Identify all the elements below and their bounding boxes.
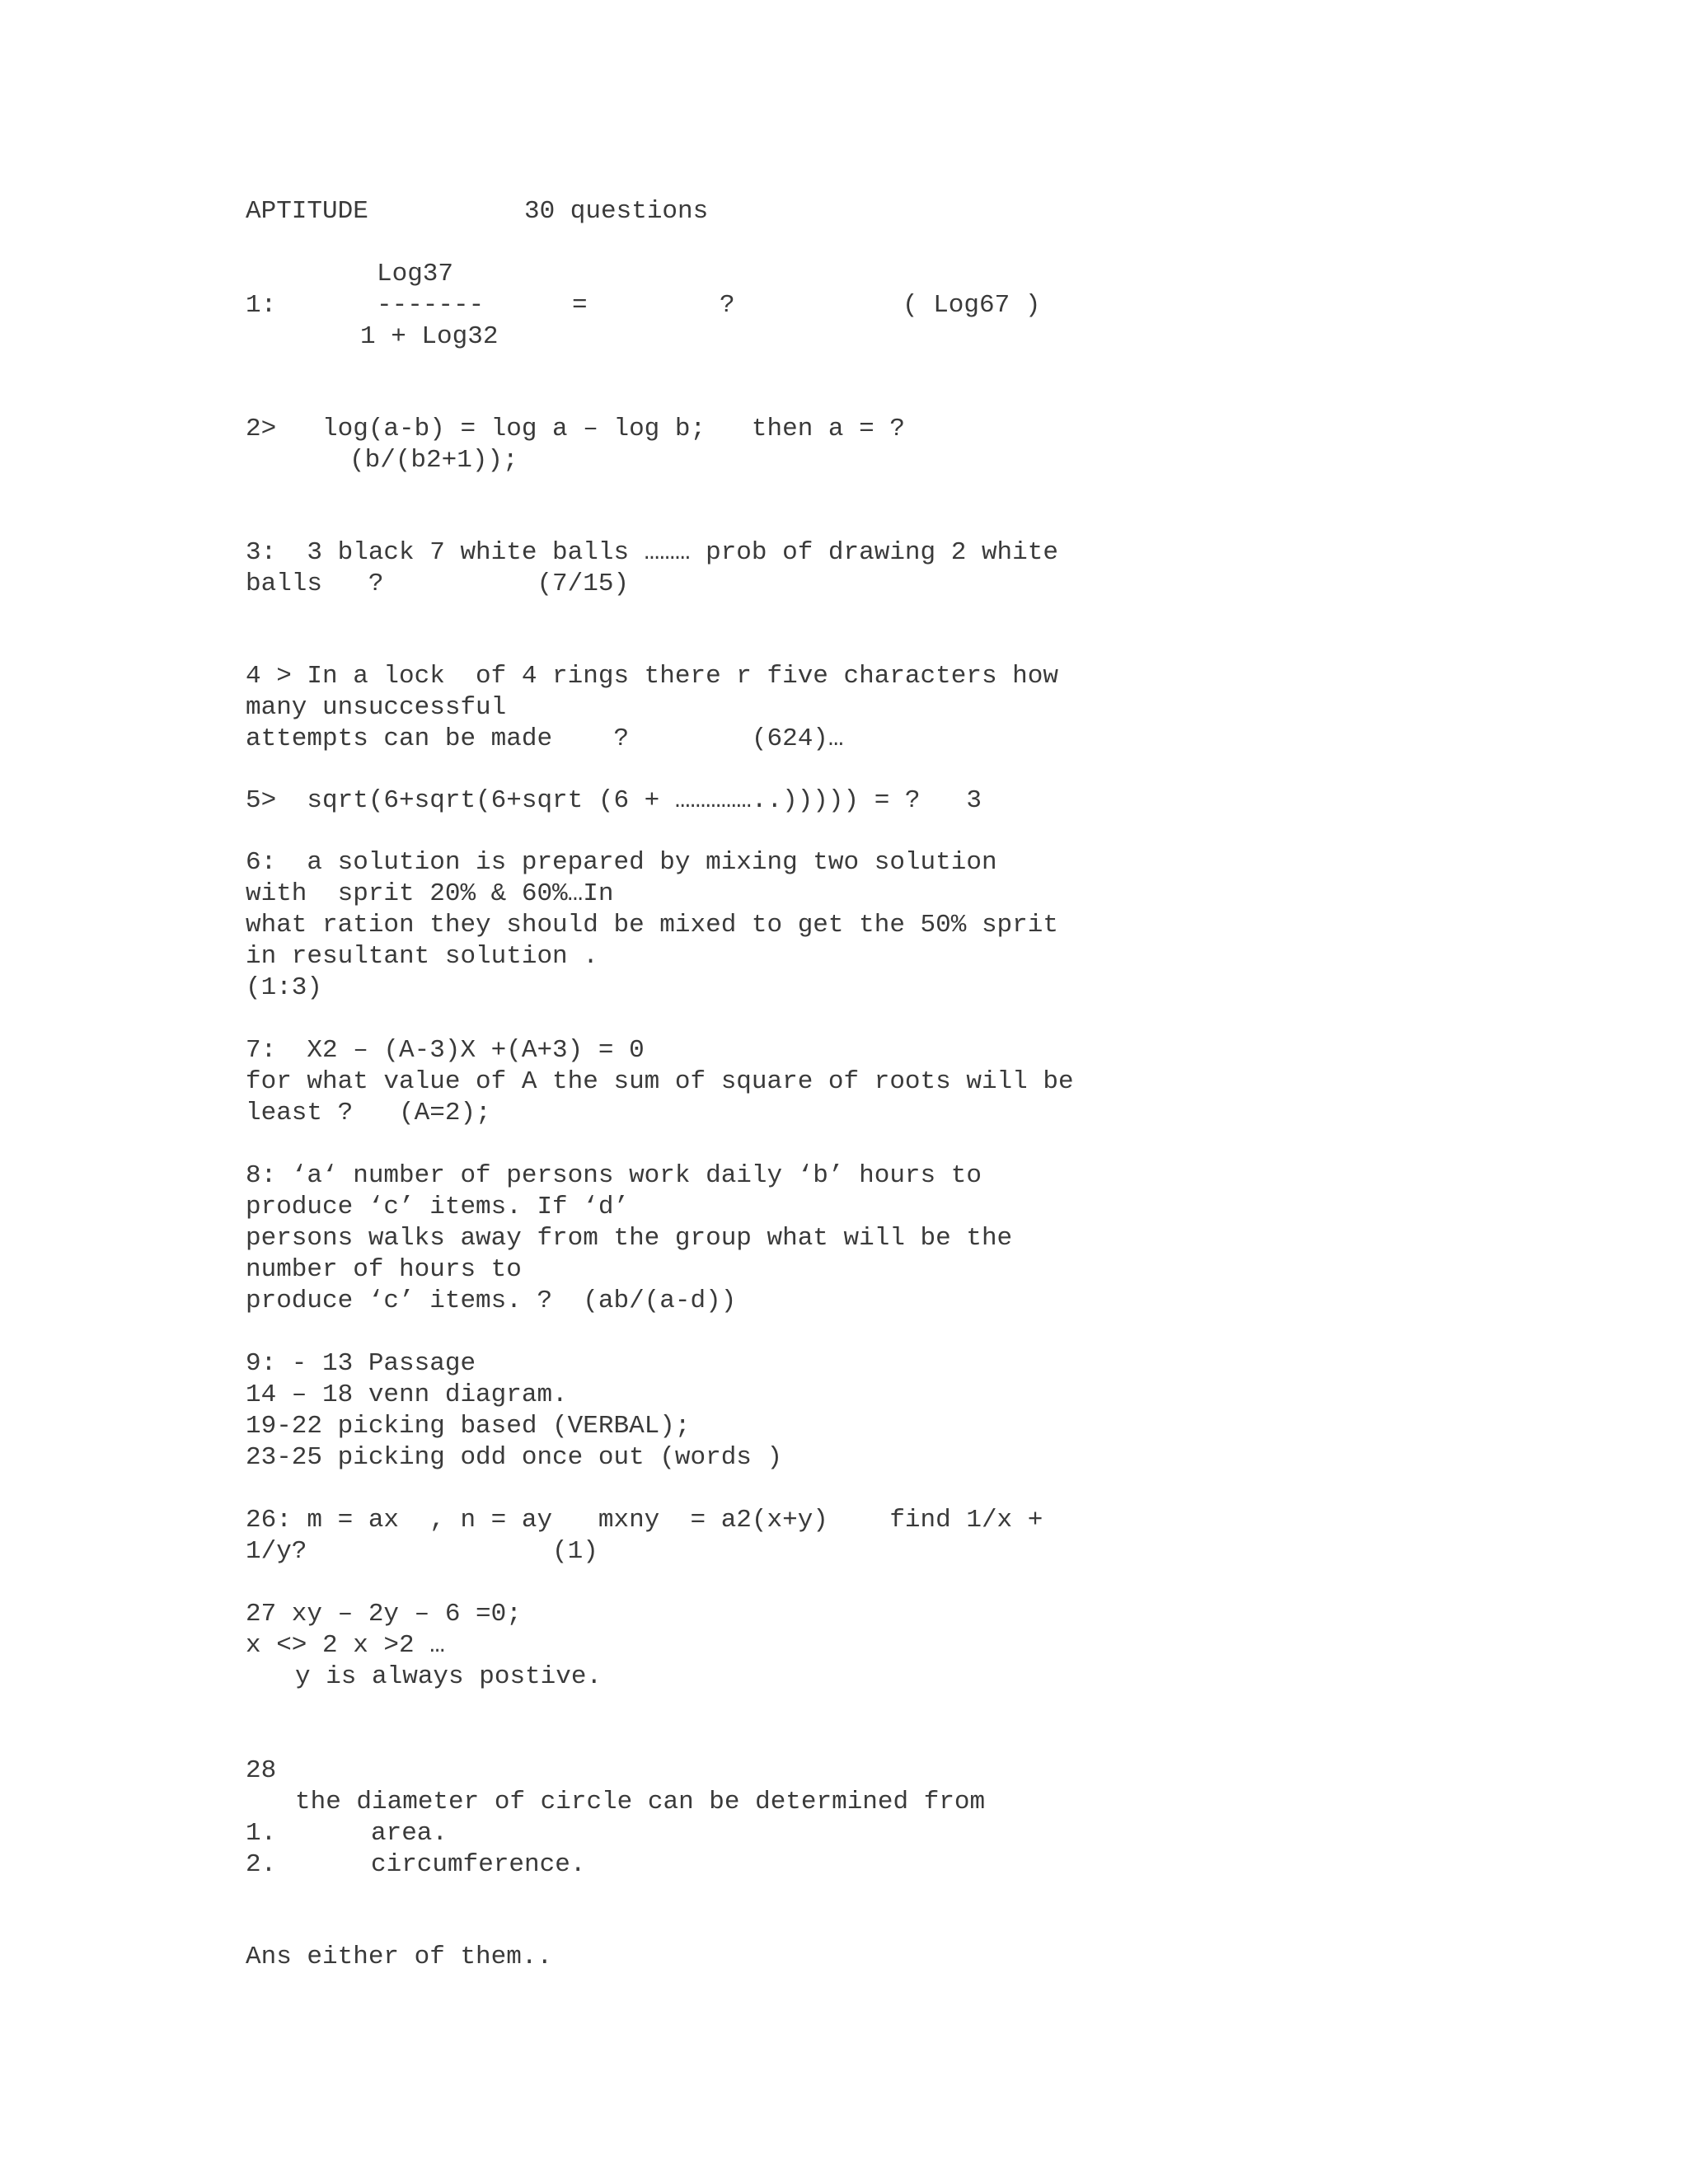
q5-line: 5> sqrt(6+sqrt(6+sqrt (6 + ……………..))))) = ? 3 xyxy=(246,786,982,815)
q26-line: 26: m = ax , n = ay mxny = a2(x+y) find 1/x + xyxy=(246,1506,1043,1535)
q1-denominator: 1 + Log32 xyxy=(360,322,499,351)
q1-fraction-bar: ------- xyxy=(377,291,485,320)
q9-line: 23-25 picking odd once out (words ) xyxy=(246,1443,783,1472)
q1-numerator: Log37 xyxy=(377,260,454,288)
q4-line: attempts can be made ? (624)… xyxy=(246,724,844,753)
q3-line: balls ? (7/15) xyxy=(246,569,630,598)
question-count: 30 questions xyxy=(524,197,709,226)
q9-line: 19-22 picking based (VERBAL); xyxy=(246,1412,691,1441)
q28-option-number: 2. xyxy=(246,1850,277,1879)
q28-line: the diameter of circle can be determined from xyxy=(295,1788,986,1816)
q8-line: 8: ‘a‘ number of persons work daily ‘b’ hours to xyxy=(246,1161,982,1190)
q7-line: 7: X2 – (A-3)X +(A+3) = 0 xyxy=(246,1036,645,1065)
q1-question-mark: ? xyxy=(720,291,735,320)
q27-line: y is always postive. xyxy=(295,1662,603,1691)
q1-answer: ( Log67 ) xyxy=(903,291,1041,320)
q9-line: 9: - 13 Passage xyxy=(246,1349,476,1378)
q27-line: x <> 2 x >2 … xyxy=(246,1631,445,1660)
q1-number: 1: xyxy=(246,291,277,320)
q9-line: 14 – 18 venn diagram. xyxy=(246,1380,568,1409)
q6-line: 6: a solution is prepared by mixing two solution xyxy=(246,848,997,877)
q2-line: 2> log(a-b) = log a – log b; then a = ? xyxy=(246,415,905,443)
q28-answer: Ans either of them.. xyxy=(246,1943,553,1971)
q8-line: produce ‘c’ items. If ‘d’ xyxy=(246,1193,630,1221)
q1-equals: = xyxy=(572,291,588,320)
q4-line: many unsuccessful xyxy=(246,693,507,722)
q6-line: what ration they should be mixed to get the 50% sprit xyxy=(246,911,1058,940)
q8-line: persons walks away from the group what will be the xyxy=(246,1224,1013,1253)
q27-line: 27 xy – 2y – 6 =0; xyxy=(246,1600,522,1629)
q7-line: least ? (A=2); xyxy=(246,1099,491,1127)
q26-line: 1/y? (1) xyxy=(246,1537,598,1566)
q8-line: number of hours to xyxy=(246,1255,522,1284)
q28-option-number: 1. xyxy=(246,1819,277,1848)
q6-answer: (1:3) xyxy=(246,973,323,1002)
q28-option-text: circumference. xyxy=(371,1850,586,1879)
q4-line: 4 > In a lock of 4 rings there r five characters how xyxy=(246,662,1058,691)
q28-number: 28 xyxy=(246,1756,277,1785)
q28-option-text: area. xyxy=(371,1819,448,1848)
q6-line: with sprit 20% & 60%…In xyxy=(246,879,614,908)
document-title: APTITUDE xyxy=(246,197,368,226)
q8-line: produce ‘c’ items. ? (ab/(a-d)) xyxy=(246,1286,737,1315)
q2-answer: (b/(b2+1)); xyxy=(349,446,518,475)
q6-line: in resultant solution . xyxy=(246,942,598,971)
q7-line: for what value of A the sum of square of roots will be xyxy=(246,1067,1074,1096)
q3-line: 3: 3 black 7 white balls ……… prob of drawing 2 white xyxy=(246,538,1058,567)
